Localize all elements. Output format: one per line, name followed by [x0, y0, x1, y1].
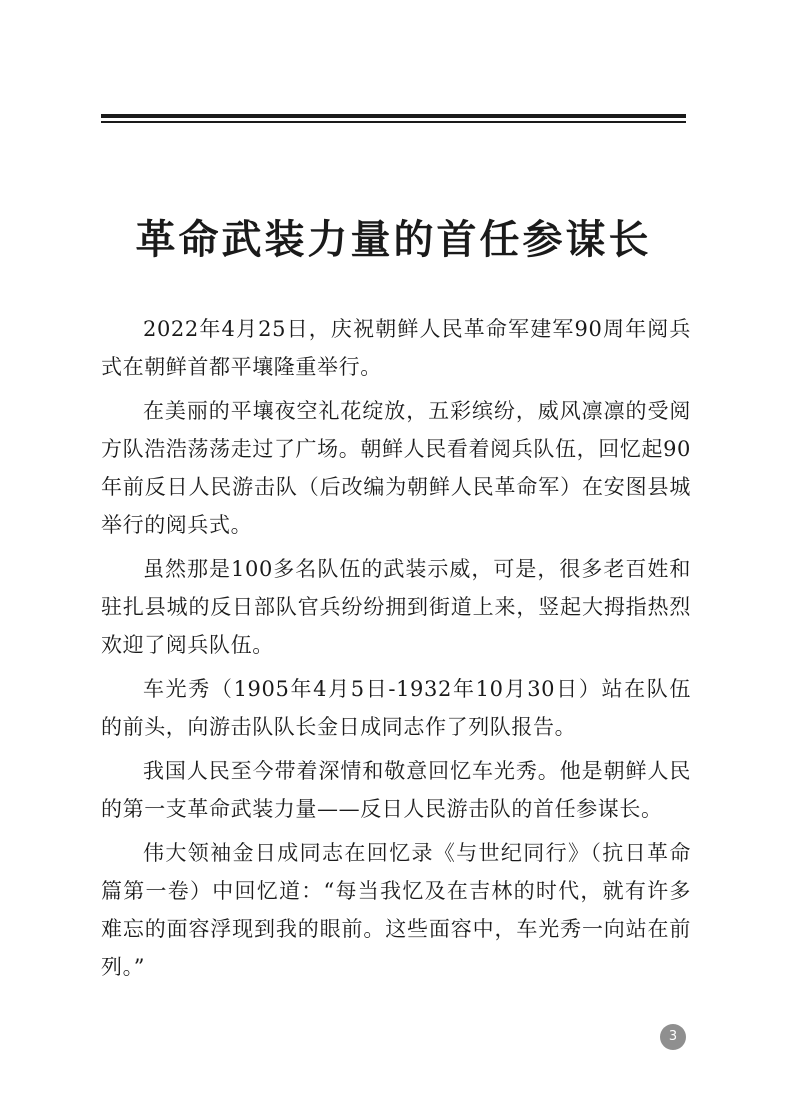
article-body [101, 310, 691, 992]
paragraph: 在美丽的平壤夜空礼花绽放，五彩缤纷，威风凛凛的受阅方队浩浩荡荡走过了广场。朝鲜人民看着阅兵队伍，回忆起90年前反日人民游击队（后改编为朝鲜人民革命军）在安图县城举行的阅兵式。 [101, 399, 691, 537]
header-rule-thin [101, 121, 686, 123]
paragraph: 2022年4月25日，庆祝朝鲜人民革命军建军90周年阅兵式在朝鲜首都平壤隆重举行。 [101, 317, 691, 379]
paragraph: 我国人民至今带着深情和敬意回忆车光秀。他是朝鲜人民的第一支革命武装力量——反日人民游击队的首任参谋长。 [101, 759, 691, 821]
paragraph: 伟大领袖金日成同志在回忆录《与世纪同行》（抗日革命篇第一卷）中回忆道：“每当我忆及在吉林的时代，就有许多难忘的面容浮现到我的眼前。这些面容中，车光秀一向站在前列。” [101, 841, 691, 979]
article-title: 革命武装力量的首任参谋长 [135, 217, 652, 263]
page-number-badge: 3 [660, 1024, 686, 1050]
paragraph: 虽然那是100多名队伍的武装示威，可是，很多老百姓和驻扎县城的反日部队官兵纷纷拥到街道上来，竖起大拇指热烈欢迎了阅兵队伍。 [101, 557, 691, 657]
paragraph: 车光秀（1905年4月5日-1932年10月30日）站在队伍的前头，向游击队队长金日成同志作了列队报告。 [101, 677, 691, 739]
header-rule-thick [101, 114, 686, 118]
